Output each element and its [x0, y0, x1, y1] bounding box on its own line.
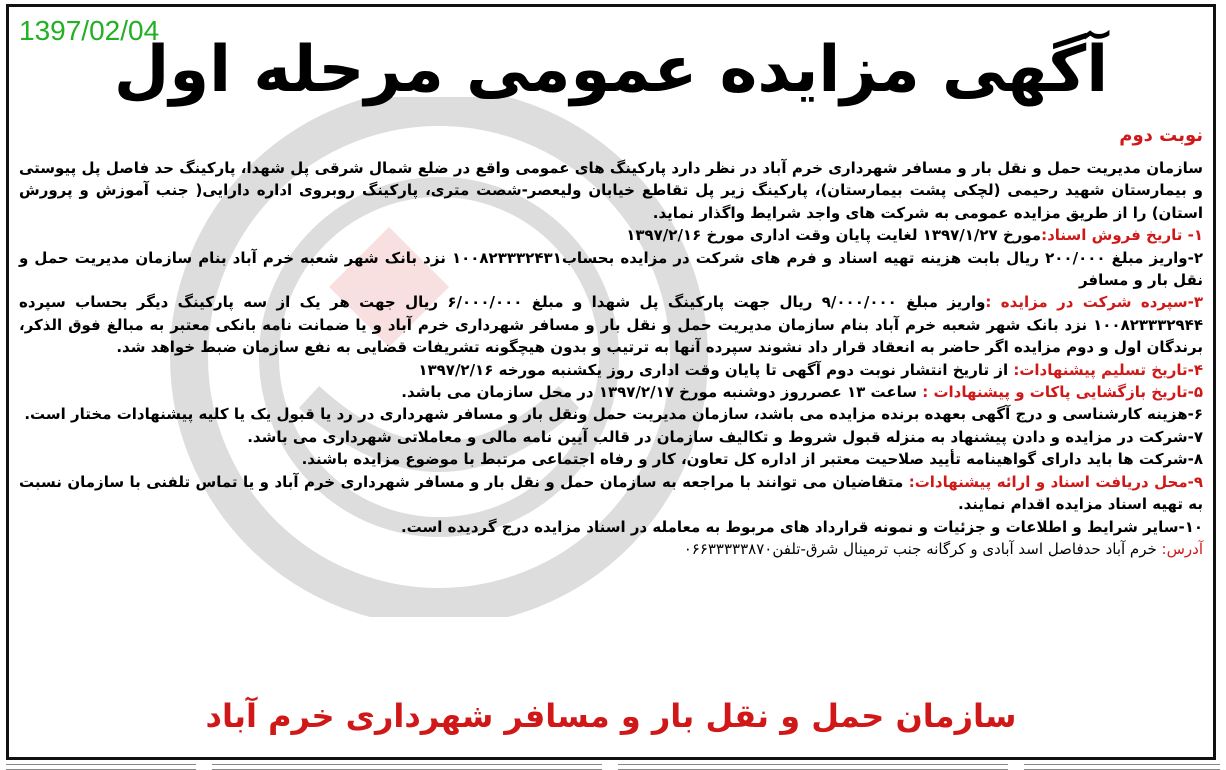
item-10 — [19, 516, 1203, 538]
date-stamp: 1397/02/04 — [19, 15, 160, 46]
item-4-label: ۴-تاریخ تسلیم پیشنهادات: — [1013, 360, 1203, 379]
item-7-text: ۷-شرکت در مزایده و دادن پیشنهاد به منزله قبول شروط و تکالیف سازمان در قالب آیین نامه مالی و معاملاتی شهرداری می باشد. — [247, 427, 1203, 446]
organization-footer: سازمان حمل و نقل بار و مسافر شهرداری خرم آباد — [205, 697, 1017, 735]
item-7 — [19, 426, 1203, 448]
item-3-label: ۳-سپرده شرکت در مزایده : — [985, 293, 1203, 312]
item-4 — [19, 359, 1203, 381]
item-2 — [19, 247, 1203, 292]
item-4-text: از تاریخ انتشار نوبت دوم آگهی تا پایان وقت اداری روز یکشنبه مورخه ۱۳۹۷/۲/۱۶ — [418, 360, 1014, 379]
address-line — [19, 538, 1203, 560]
item-6 — [19, 403, 1203, 425]
item-1-text: مورخ ۱۳۹۷/۱/۲۷ لغایت پایان وقت اداری مورخ ۱۳۹۷/۲/۱۶ — [626, 226, 1042, 245]
item-9-label: ۹-محل دریافت اسناد و ارائه پیشنهادات: — [908, 472, 1203, 491]
address-label: آدرس: — [1161, 539, 1203, 558]
item-9 — [19, 471, 1203, 516]
notice-body — [19, 157, 1203, 560]
item-8-text: ۸-شرکت ها باید دارای گواهینامه تأیید صلاحیت معتبر از اداره کل تعاون، کار و رفاه اجتماعی مرتبط با موضوع مزایده باشند. — [301, 450, 1203, 469]
intro-paragraph: سازمان مدیریت حمل و نقل بار و مسافر شهرداری خرم آباد در نظر دارد پارکینگ های عمومی واقع در ضلع شمال شرقی پل شهدا، پارکینگ حد فاصل پل پیوستی و بیمارستان شهید رحیمی (لچکی پشت بیمارستان)، پارکینگ زیر پل تقاطع خیابان ولیعصر-شصت متری، پارکینگ روبروی اداره دارایی( جنب آموزش و پرورش استان) را از طریق مزایده عمومی به شرکت های واجد شرایط واگذار نماید. — [19, 159, 1203, 222]
item-3-text: واریز مبلغ ۹/۰۰۰/۰۰۰ ریال جهت پارکینگ پل شهدا و مبلغ ۶/۰۰۰/۰۰۰ ریال جهت هر یک از سه پارکینگ دیگر بحساب سپرده ۱۰۰۸۲۳۳۳۲۹۴۴ نزد بانک شهر شعبه خرم آباد بنام سازمان مدیریت حمل و نقل بار و مسافر شهرداری خرم آباد و یا ضمانت نامه بانکی معتبر به مبالغ فوق الذکر، برندگان اول و دوم مزایده اگر حاضر به انعقاد قرار داد نشوند سپرده آنها به ترتیب و بدون هیچگونه تشریفات قضایی به نفع سازمان ضبط خواهد شد. — [19, 293, 1203, 357]
item-5 — [19, 381, 1203, 403]
item-6-text: ۶-هزینه کارشناسی و درج آگهی بعهده برنده مزایده می باشد، سازمان مدیریت حمل ونقل بار و مسافر شهرداری در رد یا قبول یک یا کلیه پیشنهادات مختار است. — [24, 405, 1203, 424]
item-3 — [19, 291, 1203, 358]
notice-title: آگهی مزایده عمومی مرحله اول — [113, 33, 1109, 107]
notice-page — [6, 4, 1216, 760]
item-1-label: ۱- تاریخ فروش اسناد: — [1041, 226, 1203, 245]
page-bottom-divider — [0, 762, 1226, 770]
item-8 — [19, 448, 1203, 470]
item-5-text: ساعت ۱۳ عصرروز دوشنبه مورخ ۱۳۹۷/۲/۱۷ در محل سازمان می باشد. — [401, 383, 923, 402]
item-5-label: ۵-تاریخ بازگشایی پاکات و پیشنهادات : — [922, 383, 1203, 402]
round-label: نوبت دوم — [1119, 125, 1203, 146]
item-9-text: متقاضیان می توانند با مراجعه به سازمان حمل و نقل بار و مسافر شهرداری خرم آباد و یا تماس تلفنی با سازمان نسبت به تهیه اسناد مزایده اقدام نمایند. — [19, 472, 1203, 514]
item-1 — [19, 224, 1203, 246]
item-10-text: ۱۰-سایر شرایط و اطلاعات و جزئیات و نمونه قرارداد های مربوط به معامله در اسناد مزایده درج گردیده است. — [400, 517, 1203, 536]
item-2-text: ۲-واریز مبلغ ۲۰۰/۰۰۰ ریال بابت هزینه تهیه اسناد و فرم های شرکت در مزایده بحساب۱۰۰۸۲۳۳۳۲۴۳۱ نزد بانک شهر شعبه خرم آباد بنام سازمان مدیریت حمل و نقل بار و مسافر — [19, 248, 1203, 290]
address-text: خرم آباد حدفاصل اسد آبادی و کرگانه جنب ترمینال شرق-تلفن۰۶۶۳۳۳۳۳۸۷۰ — [683, 539, 1162, 558]
